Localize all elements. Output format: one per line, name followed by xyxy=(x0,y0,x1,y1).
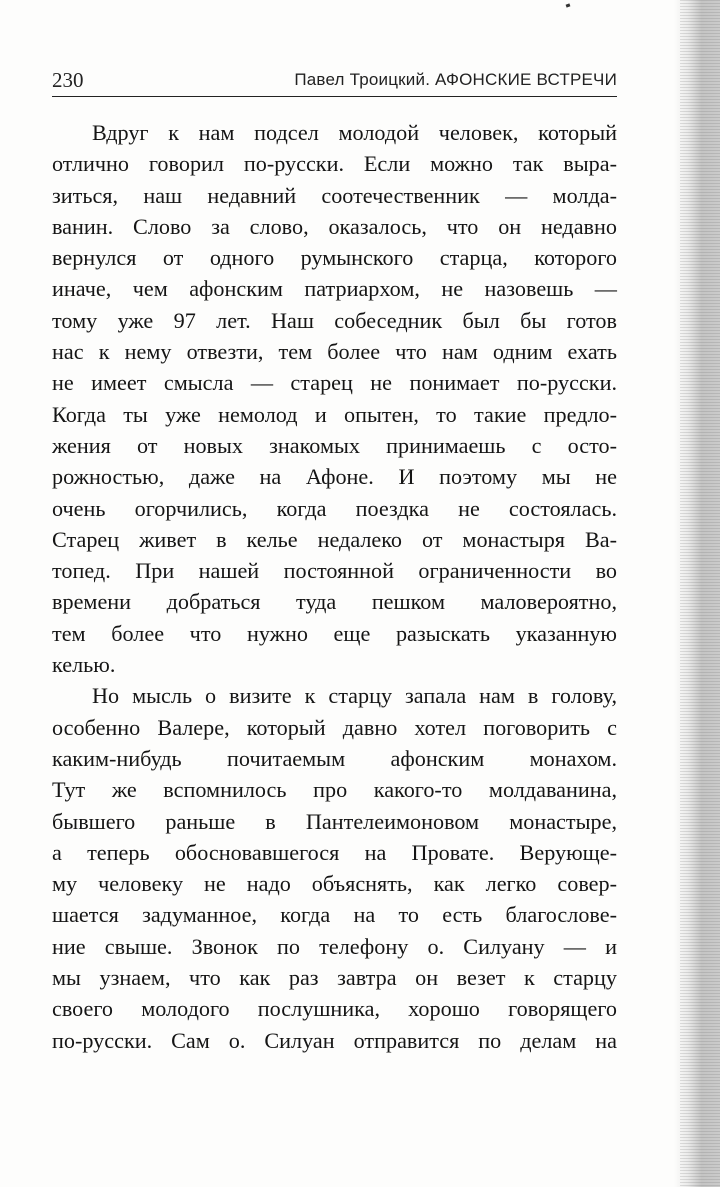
text-line: зиться, наш недавний соотечественник — молда- xyxy=(52,182,617,208)
spine-texture xyxy=(680,0,720,1187)
text-line: своего молодого послушника, хорошо говорящего xyxy=(52,996,617,1022)
text-line: бывшего раньше в Пантелеимоновом монастыре, xyxy=(52,808,617,834)
text-line: Старец живет в келье недалеко от монастыря Ва- xyxy=(52,526,617,552)
text-line: шается задуманное, когда на то есть благослове- xyxy=(52,902,617,928)
text-line: отлично говорил по-русски. Если можно так выра- xyxy=(52,151,617,177)
text-line: тому уже 97 лет. Наш собеседник был бы готов xyxy=(52,307,617,333)
text-line: очень огорчились, когда поездка не состоялась. xyxy=(52,495,617,521)
text-line: ванин. Слово за слово, оказалось, что он недавно xyxy=(52,213,617,239)
text-line: Вдруг к нам подсел молодой человек, который xyxy=(92,120,617,145)
text-line: иначе, чем афонским патриархом, не назовешь — xyxy=(52,276,617,302)
text-line: нас к нему отвезти, тем более что нам одним ехать xyxy=(52,339,617,365)
text-line: мы узнаем, что как раз завтра он везет к старцу xyxy=(52,965,617,991)
text-line: ние свыше. Звонок по телефону о. Силуану — и xyxy=(52,933,617,959)
text-line: а теперь обосновавшегося на Провате. Верующе- xyxy=(52,839,617,865)
text-line: особенно Валере, который давно хотел поговорить с xyxy=(52,714,617,740)
text-line: тем более что нужно еще разыскать указанную xyxy=(52,620,617,646)
header-rule xyxy=(52,96,617,97)
body-text xyxy=(52,117,617,1056)
text-line: по-русски. Сам о. Силуан отправится по делам на xyxy=(52,1027,617,1053)
scan-speck xyxy=(566,3,571,7)
page-number: 230 xyxy=(52,68,84,92)
page-header xyxy=(52,64,617,94)
text-line: времени добраться туда пешком маловероятно, xyxy=(52,589,617,615)
text-line: му человеку не надо объяснять, как легко совер- xyxy=(52,871,617,897)
running-head: Павел Троицкий. АФОНСКИЕ ВСТРЕЧИ xyxy=(294,70,617,89)
text-line: жения от новых знакомых принимаешь с осто- xyxy=(52,432,617,458)
text-line: каким-нибудь почитаемым афонским монахом. xyxy=(52,745,617,771)
text-line: топед. При нашей постоянной ограниченности во xyxy=(52,558,617,584)
text-line: не имеет смысла — старец не понимает по-русски. xyxy=(52,370,617,396)
text-line: рожностью, даже на Афоне. И поэтому мы не xyxy=(52,464,617,490)
text-line: Тут же вспомнилось про какого-то молдаванина, xyxy=(52,777,617,803)
text-line: келью. xyxy=(52,652,116,678)
text-line: Когда ты уже немолод и опытен, то такие предло- xyxy=(52,401,617,427)
text-line: Но мысль о визите к старцу запала нам в голову, xyxy=(92,683,617,709)
text-line: вернулся от одного румынского старца, которого xyxy=(52,245,617,271)
